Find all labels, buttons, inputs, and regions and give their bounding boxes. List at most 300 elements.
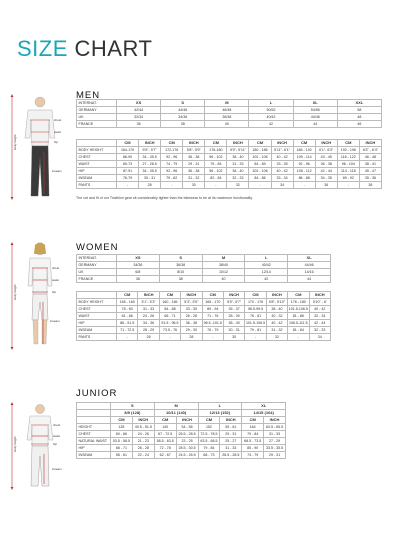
table-cell: 40 - 42: [266, 320, 287, 327]
table-cell: 5'11"- 6'1": [271, 147, 293, 154]
row-label: CHEST: [77, 306, 117, 313]
table-cell: -: [245, 334, 266, 341]
table-cell: 86 - 91.5: [117, 320, 138, 327]
women-measure-body: [77, 299, 331, 341]
men-label-waist: waist: [54, 130, 61, 134]
junior-measure-body: [77, 424, 286, 459]
row-label: BODY HEIGHT: [77, 147, 117, 154]
table-corner: [77, 140, 117, 147]
unit-header: CM: [293, 140, 315, 147]
row-label: WAIST: [77, 313, 117, 320]
unit-header: CM: [198, 417, 220, 424]
table-cell: 32 - 33: [227, 175, 249, 182]
table-cell: 89 - 92: [337, 175, 359, 182]
unit-header: INCH: [132, 417, 154, 424]
table-cell: 38 - 41: [359, 161, 381, 168]
row-label: HEIGHT: [77, 424, 111, 431]
unit-header: CM: [161, 140, 183, 147]
table-cell: 5'5"- 5'7": [139, 147, 161, 154]
table-cell: 21 - 23: [132, 438, 154, 445]
row-label: BODY HEIGHT: [77, 299, 117, 306]
table-cell: -: [117, 182, 139, 189]
table-cell: 69-73: [117, 161, 139, 168]
table-cell: 62 - 67: [154, 452, 176, 459]
row-label: NATURAL WAIST: [77, 438, 111, 445]
table-row: [77, 161, 382, 168]
unit-header: INCH: [227, 140, 249, 147]
unit-header: CM: [117, 292, 138, 299]
table-cell: 40 - 42: [309, 306, 330, 313]
table-cell: -: [159, 334, 180, 341]
women-label-waist: waist: [52, 278, 59, 282]
women-label-body-height: body height: [13, 284, 17, 300]
table-corner: [77, 403, 111, 410]
table-cell: 26 - 28: [132, 445, 154, 452]
table-cell: 42: [249, 121, 293, 128]
unit-header: CM: [117, 140, 139, 147]
row-label: HIP: [77, 320, 117, 327]
unit-header: INCH: [264, 417, 286, 424]
table-cell: 34 - 35.5: [139, 154, 161, 161]
table-cell: 31 - 33: [220, 445, 242, 452]
table-row: [77, 445, 286, 452]
women-label-inseam: inseam: [50, 319, 60, 323]
table-cell: 54 - 56: [176, 424, 198, 431]
unit-header: INCH: [220, 417, 242, 424]
row-label: CHEST: [77, 431, 111, 438]
table-cell: 72 - 78: [154, 445, 176, 452]
table-cell: GERMANY: [77, 262, 117, 269]
table-cell: 34: [271, 182, 293, 189]
table-cell: 79 - 82: [161, 175, 183, 182]
table-cell: 42 - 44: [315, 168, 337, 175]
unit-header: INCH: [139, 140, 161, 147]
junior-figure-illustration: [8, 400, 72, 492]
table-cell: 106 - 112: [293, 168, 315, 175]
table-cell: 31 - 32: [266, 327, 287, 334]
women-intl-header: INTERNAT.: [77, 255, 117, 262]
unit-header: CM: [242, 417, 264, 424]
table-cell: 10/12: [202, 269, 245, 276]
women-figure-illustration: [8, 240, 72, 352]
table-cell: 85 - 90: [242, 445, 264, 452]
table-cell: 5'1"- 5'3": [138, 299, 159, 306]
unit-header: CM: [154, 417, 176, 424]
table-cell: 32/34: [117, 114, 161, 121]
unit-header: INCH: [309, 292, 330, 299]
table-cell: 29 - 30: [181, 327, 202, 334]
men-size-m: M: [205, 100, 249, 107]
women-size-s: S: [159, 255, 202, 262]
table-cell: 38: [161, 121, 205, 128]
table-cell: 89 - 94: [202, 306, 223, 313]
table-cell: 5'9"- 5'11": [227, 147, 249, 154]
table-row: [77, 262, 331, 269]
table-cell: 79 - 84: [198, 445, 220, 452]
table-cell: 8/10: [159, 269, 202, 276]
table-cell: 26.5 - 28.5: [220, 452, 242, 459]
unit-header: CM: [111, 417, 133, 424]
table-row: [77, 306, 331, 313]
table-cell: 71 - 76: [202, 313, 223, 320]
table-cell: 61 - 66: [117, 313, 138, 320]
table-cell: 48: [337, 114, 381, 121]
table-cell: 46 - 48: [359, 154, 381, 161]
table-cell: 36: [117, 276, 160, 283]
unit-header: INCH: [181, 292, 202, 299]
table-cell: 6'3" - 6'4": [359, 147, 381, 154]
table-cell: 29 - 31: [220, 431, 242, 438]
table-cell: 14/16: [288, 269, 331, 276]
junior-size-s: S: [111, 403, 155, 410]
table-cell: -: [202, 334, 223, 341]
junior-label-inseam: inseam: [52, 467, 62, 471]
table-row: [77, 431, 286, 438]
table-cell: 30 - 31: [139, 175, 161, 182]
table-cell: 74 - 79: [242, 452, 264, 459]
table-cell: 86-90: [117, 154, 139, 161]
table-cell: 36 - 38: [183, 168, 205, 175]
men-label-chest: chest: [54, 118, 62, 122]
table-cell: 116 - 122: [337, 154, 359, 161]
table-cell: 176-180: [205, 147, 227, 154]
table-cell: 76 - 81: [245, 313, 266, 320]
table-cell: 34/36: [117, 262, 160, 269]
table-cell: 40 - 42: [271, 168, 293, 175]
table-cell: 33 - 35: [271, 161, 293, 168]
women-international-table: [76, 254, 331, 283]
table-cell: 79 - 84: [205, 161, 227, 168]
women-size-m: M: [202, 255, 245, 262]
table-cell: 96 - 104: [337, 161, 359, 168]
unit-header: CM: [245, 292, 266, 299]
table-cell: 192 - 196: [337, 147, 359, 154]
table-cell: 40 - 42: [271, 154, 293, 161]
table-cell: 96 - 102: [205, 168, 227, 175]
junior-label-waist: waist: [53, 434, 60, 438]
table-cell: 152: [198, 424, 220, 431]
table-cell: 96 - 102: [205, 154, 227, 161]
men-size-xxl: XXL: [337, 100, 381, 107]
table-cell: FRANCE: [77, 121, 117, 128]
table-cell: FRANCE: [77, 276, 117, 283]
table-cell: 109 - 114: [293, 154, 315, 161]
unit-header: INCH: [315, 140, 337, 147]
table-corner: [77, 410, 111, 417]
table-cell: 36/38: [159, 262, 202, 269]
table-cell: 170 - 176: [245, 299, 266, 306]
table-cell: 53.5 - 58.5: [111, 438, 133, 445]
unit-header: INCH: [223, 292, 244, 299]
table-row: [77, 327, 331, 334]
table-cell: 44/46: [288, 262, 331, 269]
men-measurement-table: [76, 139, 382, 189]
table-cell: 106.5-111.5: [288, 321, 308, 325]
table-cell: 34: [309, 334, 330, 341]
page-title: [17, 36, 152, 62]
table-cell: 101.5-106.5: [245, 321, 266, 325]
table-cell: 72.5 - 78.5: [198, 431, 220, 438]
table-row: [77, 438, 286, 445]
table-cell: 32: [227, 182, 249, 189]
table-cell: 5'3"- 5'5": [181, 299, 202, 306]
table-cell: 34 - 35.5: [139, 168, 161, 175]
table-cell: 60 - 66: [111, 431, 133, 438]
table-cell: 102 - 106: [249, 168, 271, 175]
table-cell: 30: [223, 334, 244, 341]
junior-size-xl: XL: [242, 403, 286, 410]
table-cell: 5'8"- 5'10": [266, 299, 287, 306]
table-cell: 54/56: [293, 107, 337, 114]
row-label: HIP: [77, 168, 117, 175]
junior-label-body-height: body height: [13, 436, 17, 452]
table-cell: 44/46: [161, 107, 205, 114]
table-cell: 86 - 88: [293, 175, 315, 182]
table-cell: 33 - 34: [271, 175, 293, 182]
table-cell: 26.5 - 28.5: [176, 431, 198, 438]
table-cell: 34/36: [161, 114, 205, 121]
table-cell: 36 - 38: [181, 320, 202, 327]
junior-size-l: L: [198, 403, 242, 410]
row-label: INSEAM: [77, 327, 117, 334]
row-label: PANTS: [77, 334, 117, 341]
table-cell: 96.5 -101.5: [203, 321, 222, 325]
title-size: SIZE: [17, 36, 68, 61]
unit-header: CM: [202, 292, 223, 299]
unit-header: INCH: [266, 292, 287, 299]
junior-label-chest: chest: [53, 423, 61, 427]
table-cell: -: [161, 182, 183, 189]
men-size-s: S: [161, 100, 205, 107]
men-intl-header: INTERNAT.: [77, 100, 117, 107]
table-cell: 28: [139, 182, 161, 189]
table-cell: 12/14: [245, 269, 288, 276]
title-chart: CHART: [74, 36, 153, 61]
table-row: [77, 320, 331, 327]
table-cell: 40/42: [249, 114, 293, 121]
table-cell: 81 - 84: [288, 327, 309, 334]
men-label-inseam: inseam: [52, 169, 62, 173]
table-cell: 42: [245, 276, 288, 283]
table-cell: 34 - 36: [138, 320, 159, 327]
table-cell: 38 - 40: [227, 168, 249, 175]
table-cell: -: [288, 334, 309, 341]
table-row: [77, 424, 286, 431]
table-cell: 87-91: [117, 168, 139, 175]
unit-header: CM: [159, 292, 180, 299]
table-cell: 46/48: [205, 107, 249, 114]
table-cell: 40/42: [245, 262, 288, 269]
table-cell: 35 - 36: [359, 175, 381, 182]
men-label-body-height: body height: [13, 134, 17, 150]
women-heading: WOMEN: [76, 242, 119, 253]
table-cell: 32 - 34: [309, 313, 330, 320]
unit-header: INCH: [359, 140, 381, 147]
table-cell: 5'8"- 5'9": [183, 147, 205, 154]
junior-age-m: 10/11 (140): [154, 410, 198, 417]
table-cell: 180 - 186: [249, 147, 271, 154]
row-label: CHEST: [77, 154, 117, 161]
table-cell: 30 - 31: [223, 327, 244, 334]
men-figure-illustration: [8, 92, 72, 202]
table-cell: 36/38: [205, 114, 249, 121]
table-cell: 24.5 - 26.5: [176, 452, 198, 459]
junior-size-table: [76, 402, 286, 459]
table-cell: 63.5 - 65.5: [264, 424, 286, 431]
junior-label-hip: hip: [53, 442, 58, 446]
junior-size-m: M: [154, 403, 198, 410]
table-cell: 92 - 96: [161, 168, 183, 175]
table-cell: UK: [77, 114, 117, 121]
table-cell: 101.5-106.5: [288, 307, 308, 311]
table-cell: 30 - 32: [266, 313, 287, 320]
table-cell: 33 - 35: [181, 306, 202, 313]
table-cell: 164: [242, 424, 264, 431]
table-cell: 44: [293, 121, 337, 128]
table-cell: 6'1"- 6'3": [315, 147, 337, 154]
table-row: [77, 147, 382, 154]
unit-header: INCH: [138, 292, 159, 299]
table-cell: 24 - 26: [138, 313, 159, 320]
table-cell: 73.5 - 76: [159, 327, 180, 334]
table-cell: 58.5 - 63.5: [154, 438, 176, 445]
junior-age-l: 12/13 (152): [198, 410, 242, 417]
table-cell: 45 - 47: [359, 168, 381, 175]
unit-header: CM: [205, 140, 227, 147]
unit-header: INCH: [271, 140, 293, 147]
men-size-xl: XL: [293, 100, 337, 107]
table-cell: -: [205, 182, 227, 189]
table-cell: 56 - 61: [111, 452, 133, 459]
table-cell: 66 - 71: [111, 445, 133, 452]
men-size-xs: XS: [117, 100, 161, 107]
table-cell: -: [337, 182, 359, 189]
row-label: INSEAM: [77, 175, 117, 182]
table-cell: 59 - 61: [220, 424, 242, 431]
table-row: [77, 175, 382, 182]
men-fit-note: The cut and fit of our Triathlon gear sit considerably tighter than the bikewear to be at its maximum functionality.: [76, 196, 253, 200]
men-measure-body: [77, 147, 382, 189]
table-cell: 36 - 38: [315, 161, 337, 168]
table-cell: -: [293, 182, 315, 189]
table-corner: [77, 417, 111, 424]
table-cell: 43 - 45: [315, 154, 337, 161]
row-label: INSEAM: [77, 452, 111, 459]
table-cell: 76 - 79: [202, 327, 223, 334]
table-cell: 92 - 96: [161, 154, 183, 161]
table-row: [77, 313, 331, 320]
women-size-l: L: [245, 255, 288, 262]
table-cell: 92 - 96: [293, 161, 315, 168]
junior-age-s: 8/9 (128): [111, 410, 155, 417]
table-cell: 38 - 40: [227, 154, 249, 161]
men-international-table: [76, 99, 382, 128]
table-cell: 114 - 118: [337, 168, 359, 175]
table-cell: 84 - 88: [159, 306, 180, 313]
table-cell: 31 - 33: [227, 161, 249, 168]
table-cell: 28: [181, 334, 202, 341]
men-heading: MEN: [76, 90, 101, 101]
table-cell: 5'5"- 5'7": [223, 299, 244, 306]
men-label-hip: hip: [54, 140, 59, 144]
table-cell: 67 - 72.5: [154, 431, 176, 438]
women-size-xs: XS: [117, 255, 160, 262]
table-cell: 38: [159, 276, 202, 283]
table-cell: 27 - 28.5: [139, 161, 161, 168]
table-cell: -: [117, 334, 138, 341]
table-row: [77, 334, 331, 341]
table-row: [77, 168, 382, 175]
table-cell: 32: [266, 334, 287, 341]
table-cell: 29 - 31: [183, 161, 205, 168]
table-cell: 32 - 33: [309, 327, 330, 334]
table-cell: 140: [154, 424, 176, 431]
table-cell: 49.5 - 51.5: [132, 424, 154, 431]
table-cell: 27 - 29: [264, 438, 286, 445]
row-label: WAIST: [77, 161, 117, 168]
table-cell: 79 - 81: [245, 327, 266, 334]
unit-header: INCH: [176, 417, 198, 424]
table-cell: 50/52: [249, 107, 293, 114]
table-cell: 33.5 - 35.5: [264, 445, 286, 452]
table-row: [77, 182, 382, 189]
women-label-chest: chest: [52, 266, 60, 270]
table-cell: 36: [315, 182, 337, 189]
table-cell: 176 - 180: [288, 299, 309, 306]
table-row: [77, 107, 382, 114]
table-corner: [77, 292, 117, 299]
table-cell: 172-176: [161, 147, 183, 154]
table-cell: 38/40: [202, 262, 245, 269]
table-cell: UK: [77, 269, 117, 276]
women-measurement-table: [76, 291, 331, 341]
table-cell: 81 - 86: [288, 313, 309, 320]
table-cell: 38: [359, 182, 381, 189]
table-row: [77, 154, 382, 161]
table-cell: 82 - 84: [205, 175, 227, 182]
table-cell: 31 - 33: [138, 306, 159, 313]
table-cell: 35 - 37: [223, 306, 244, 313]
row-label: HIP: [77, 445, 111, 452]
table-cell: 160 - 165: [159, 299, 180, 306]
table-cell: 79 - 84: [242, 431, 264, 438]
table-cell: 34 - 35: [315, 175, 337, 182]
table-cell: 31 - 32: [183, 175, 205, 182]
table-cell: 40: [202, 276, 245, 283]
table-cell: 36 - 38: [183, 154, 205, 161]
table-cell: 30: [183, 182, 205, 189]
table-cell: 22 - 24: [132, 452, 154, 459]
table-cell: 24 - 26: [132, 431, 154, 438]
table-row: [77, 276, 331, 283]
table-cell: 40: [205, 121, 249, 128]
table-cell: 58: [337, 107, 381, 114]
table-cell: 31 - 33: [264, 431, 286, 438]
men-size-l: L: [249, 100, 293, 107]
table-cell: -: [249, 182, 271, 189]
table-row: [77, 269, 331, 276]
table-cell: 42 - 44: [309, 320, 330, 327]
unit-header: CM: [249, 140, 271, 147]
table-cell: 29 - 31: [264, 452, 286, 459]
table-cell: 42/44: [117, 107, 161, 114]
table-cell: 66 - 71: [159, 313, 180, 320]
table-cell: 5'10" - 6': [309, 299, 330, 306]
table-cell: 84 - 86: [249, 175, 271, 182]
women-label-hip: hip: [52, 290, 57, 294]
table-cell: 36: [117, 121, 161, 128]
table-cell: 28 - 29: [138, 327, 159, 334]
